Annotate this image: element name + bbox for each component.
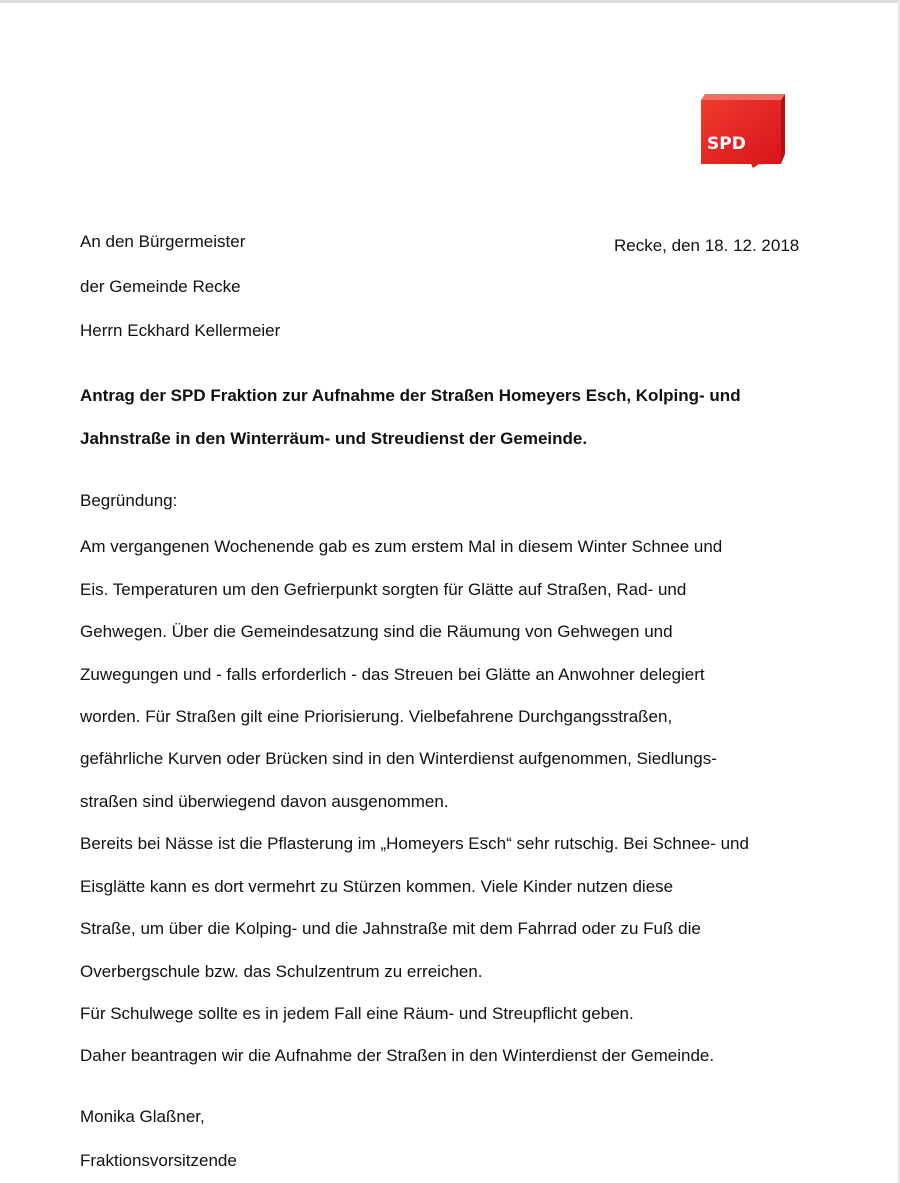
body-line: Eisglätte kann es dort vermehrt zu Stürzen kommen. Viele Kinder nutzen diese bbox=[80, 877, 674, 896]
spd-logo-cube-icon bbox=[701, 94, 785, 168]
body-heading: Begründung: bbox=[80, 491, 178, 510]
date-line: Recke, den 18. 12. 2018 bbox=[614, 236, 800, 255]
recipient-line-2: der Gemeinde Recke bbox=[80, 277, 241, 296]
body-line: Straße, um über die Kolping- und die Jahnstraße mit dem Fahrrad oder zu Fuß die bbox=[80, 919, 701, 938]
spd-logo bbox=[701, 94, 785, 168]
body-line: worden. Für Straßen gilt eine Priorisierung. Vielbefahrene Durchgangsstraßen, bbox=[80, 707, 673, 726]
body-line: Eis. Temperaturen um den Gefrierpunkt sorgten für Glätte auf Straßen, Rad- und bbox=[80, 580, 687, 599]
body-line: Für Schulwege sollte es in jedem Fall eine Räum- und Streupflicht geben. bbox=[80, 1004, 634, 1023]
signature-name: Monika Glaßner, bbox=[80, 1107, 205, 1126]
body-line: straßen sind überwiegend davon ausgenommen. bbox=[80, 792, 449, 811]
body-line: Bereits bei Nässe ist die Pflasterung im „Homeyers Esch“ sehr rutschig. Bei Schnee- und bbox=[80, 834, 749, 853]
subject-line-1: Antrag der SPD Fraktion zur Aufnahme der Straßen Homeyers Esch, Kolping- und bbox=[80, 386, 741, 405]
recipient-line-3: Herrn Eckhard Kellermeier bbox=[80, 321, 281, 340]
subject-line-2: Jahnstraße in den Winterräum- und Streudienst der Gemeinde. bbox=[80, 429, 588, 448]
recipient-line-1: An den Bürgermeister bbox=[80, 232, 246, 251]
body-line: Overbergschule bzw. das Schulzentrum zu erreichen. bbox=[80, 962, 483, 981]
body-line: Zuwegungen und - falls erforderlich - das Streuen bei Glätte an Anwohner delegiert bbox=[80, 665, 705, 684]
signature-role: Fraktionsvorsitzende bbox=[80, 1151, 237, 1170]
body-line: gefährliche Kurven oder Brücken sind in den Winterdienst aufgenommen, Siedlungs- bbox=[80, 749, 717, 768]
page-edge-top bbox=[0, 0, 900, 3]
body-line: Gehwegen. Über die Gemeindesatzung sind die Räumung von Gehwegen und bbox=[80, 622, 673, 641]
body-line: Daher beantragen wir die Aufnahme der Straßen in den Winterdienst der Gemeinde. bbox=[80, 1046, 715, 1065]
logo-text: SPD bbox=[707, 134, 746, 154]
body-line: Am vergangenen Wochenende gab es zum erstem Mal in diesem Winter Schnee und bbox=[80, 537, 723, 556]
